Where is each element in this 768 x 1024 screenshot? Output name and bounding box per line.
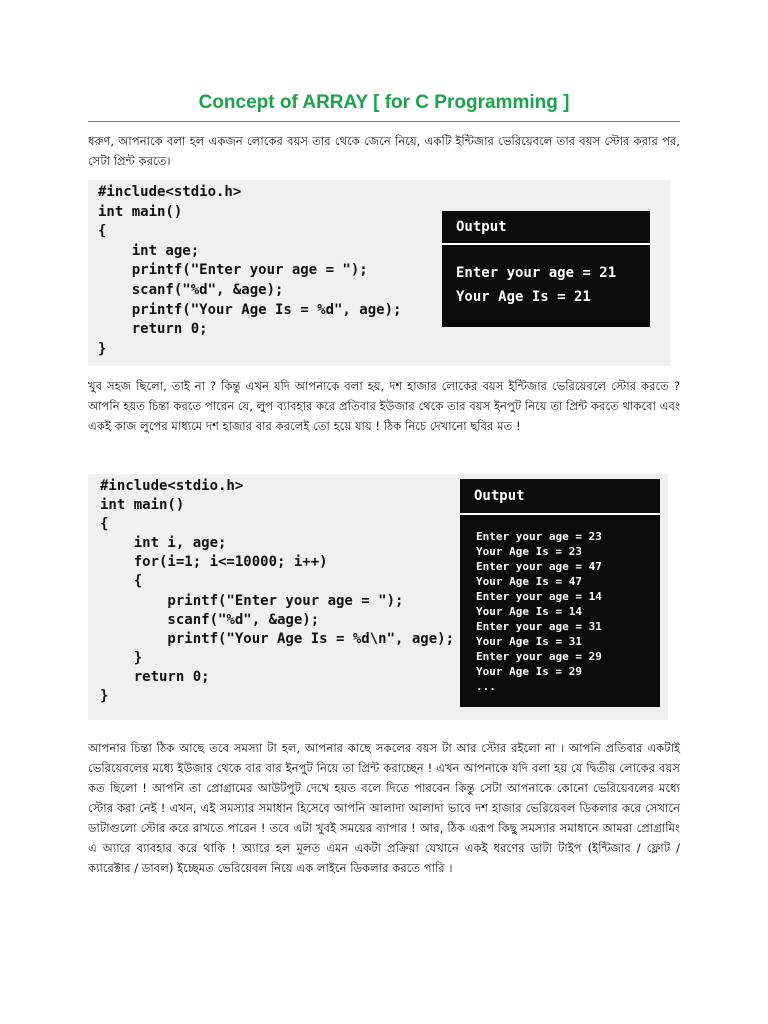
output-text-2: Enter your age = 23 Your Age Is = 23 Enter your age = 47 Your Age Is = 47 Enter your age = 14 Your Age Is = 14 Enter your age = 31 Your Age Is = 31 Enter your age = 29 Your Age Is = 29 ...: [476, 530, 602, 693]
output-header-1: [442, 211, 650, 245]
output-title-2: Output: [474, 488, 525, 504]
code-example-2: #include<stdio.h> int main() { int i, age; for(i=1; i<=10000; i++) { printf("Enter your age = "); scanf("%d", &age); printf("Your Age Is = %d\n", age); } return 0; }: [100, 478, 455, 705]
output-text-1: Enter your age = 21 Your Age Is = 21: [456, 265, 617, 305]
page-title: Concept of ARRAY [ for C Programming ]: [198, 92, 570, 113]
intro-paragraph: ধরুণ, আপনাকে বলা হল একজন লোকের বয়স তার থেকে জেনে নিয়ে, একটি ইন্টিজার ভেরিয়েবলে তার বয়স স্টোর করার পর, সেটা প্রিন্ট করতে।: [88, 134, 680, 168]
code-example-1: #include<stdio.h> int main() { int age; printf("Enter your age = "); scanf("%d", &age); printf("Your Age Is = %d", age); return 0; }: [98, 184, 402, 357]
output-box-2: [460, 479, 660, 707]
output-title-1: Output: [456, 219, 507, 235]
code-example-2-panel: [88, 474, 668, 720]
conclusion-paragraph: আপনার চিন্তা ঠিক আছে তবে সমস্যা টা হল, আপনার কাছে সকলের বয়স টা আর স্টোর রইলো না । আপনি প্রতিবার একটাই ভেরিয়েবলের মধ্যে ইউজার থেকে বার বার ইনপুট নিয়ে তা প্রিন্ট করাচ্ছেন ! এখন আপনাকে যদি বলা হয় যে দ্বিতীয় লোকের বয়স কত ছিলো ! আপনি তা প্রোগ্রামের আউটপুট দেখে হয়ত বলে দিতে পারবেন কিন্তু সেটা আপনাকে কোনো ভেরিয়েবলের মধ্যে স্টোর করা নেই ! এখন, এই সমস্যার সমাধান হিসেবে আপনি আলাদা আলাদা ভাবে দশ হাজার ভেরিয়েবল ডিকলার করে সেখানে ডাটাগুলো স্টোর করে রাখতে পারেন ! তবে এটা খুবই সময়ের ব্যাপার ! আর, ঠিক এরূপ কিছু সমস্যার সমাধানে আমরা প্রোগ্রামিং এ অ্যারে ব্যাবহার করে থাকি ! অ্যারে হল মূলত এমন একটা প্রক্রিয়া যেখানে একই ধরণের ডাটা টাইপ (ইন্টিজার / ফ্লোট / ক্যারেক্টার / ডাবল) ইচ্ছেমত ভেরিয়েবল নিয়ে এক লাইনে ডিকলার করতে পারি ।: [88, 741, 680, 875]
middle-paragraph: খুব সহজ ছিলো, তাই না ? কিন্তু এখন যদি আপনাকে বলা হয়, দশ হাজার লোকের বয়স ইন্টিজার ভেরিয়েবলে স্টোর করতে ? আপনি হয়ত চিন্তা করতে পারেন যে, লুপ ব্যাবহার করে প্রতিবার ইউজার থেকে তার বয়স ইনপুট নিয়ে তা প্রিন্ট করতে থাকবো এবং একই কাজ লুপের মাধ্যমে দশ হাজার বার করলেই তো হয়ে যায় ! ঠিক নিচে দেখানো ছবির মত !: [88, 379, 680, 433]
output-header-2: [460, 479, 660, 515]
title-underline: [88, 121, 680, 122]
output-box-1: [442, 211, 650, 327]
code-example-1-panel: [88, 180, 670, 366]
